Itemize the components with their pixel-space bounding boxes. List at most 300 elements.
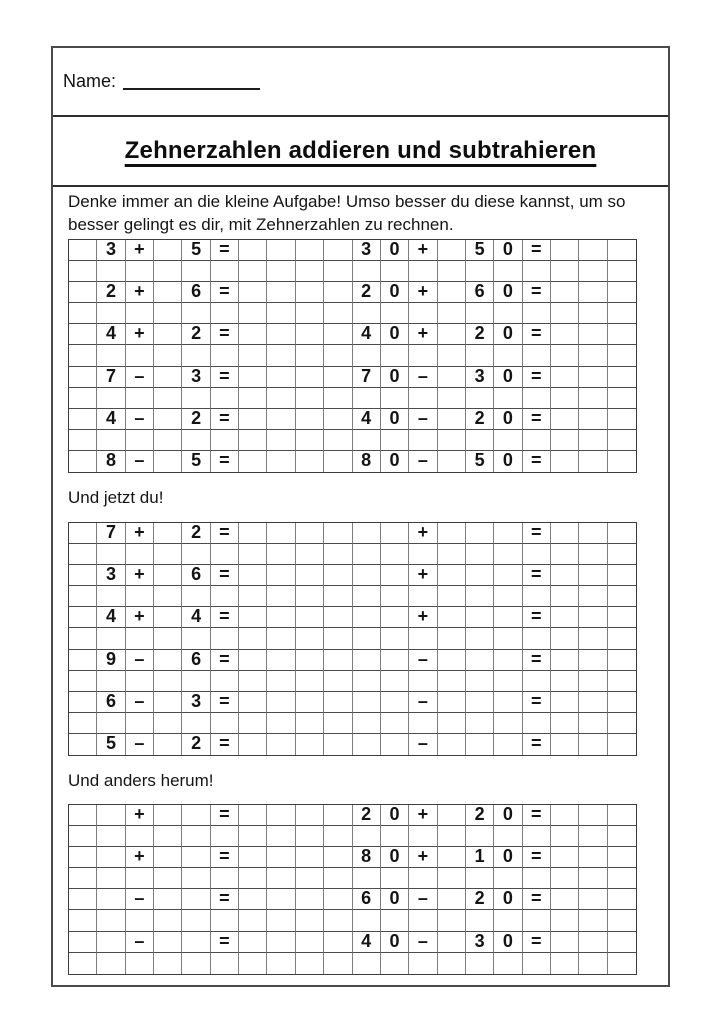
grid-cell-empty: [381, 565, 409, 586]
grid-cell-empty: [154, 868, 182, 889]
grid-cell-empty: [353, 523, 381, 544]
grid-cell-empty: [381, 628, 409, 649]
grid-cell-empty: [438, 805, 466, 826]
instruction-line-2: besser gelingt es dir, mit Zehnerzahlen zu rechnen.: [68, 215, 454, 234]
grid-cell-empty: [353, 544, 381, 565]
grid-cell-empty: [97, 713, 125, 734]
grid-cell-empty: [608, 345, 636, 366]
grid-cell-empty: [353, 910, 381, 931]
grid-cell-value: 6: [97, 692, 125, 713]
grid-cell-empty: [69, 586, 97, 607]
grid-cell-empty: [608, 586, 636, 607]
grid-cell-empty: [551, 282, 579, 303]
grid-cell-value: 4: [353, 324, 381, 345]
grid-cell-empty: [267, 586, 295, 607]
grid-cell-empty: [182, 628, 210, 649]
grid-cell-empty: [324, 240, 352, 261]
grid-cell-empty: [154, 847, 182, 868]
grid-cell-empty: [551, 628, 579, 649]
grid-cell-empty: [438, 734, 466, 755]
grid-cell-empty: [267, 692, 295, 713]
grid-cell-empty: [466, 345, 494, 366]
grid-cell-empty: [438, 523, 466, 544]
grid-cell-empty: [409, 826, 437, 847]
grid-cell-empty: [182, 430, 210, 451]
grid-cell-value: +: [409, 565, 437, 586]
grid-cell-empty: [353, 628, 381, 649]
grid-cell-empty: [97, 628, 125, 649]
grid-cell-empty: [69, 889, 97, 910]
grid-cell-value: –: [409, 409, 437, 430]
grid-cell-value: 2: [182, 324, 210, 345]
grid-cell-empty: [182, 303, 210, 324]
grid-cell-value: 7: [353, 367, 381, 388]
grid-cell-empty: [296, 565, 324, 586]
grid-cell-value: +: [126, 324, 154, 345]
grid-cell-empty: [438, 910, 466, 931]
grid-cell-empty: [296, 240, 324, 261]
grid-cell-value: +: [409, 847, 437, 868]
grid-cell-empty: [97, 671, 125, 692]
grid-cell-empty: [409, 544, 437, 565]
grid-cell-empty: [438, 847, 466, 868]
grid-cell-empty: [353, 388, 381, 409]
grid-cell-value: 8: [353, 847, 381, 868]
grid-cell-empty: [239, 847, 267, 868]
grid-cell-empty: [579, 734, 607, 755]
grid-cell-empty: [381, 826, 409, 847]
grid-cell-empty: [211, 671, 239, 692]
grid-cell-empty: [239, 932, 267, 953]
grid-cell-empty: [608, 953, 636, 974]
grid-cell-empty: [409, 345, 437, 366]
grid-cell-value: 0: [494, 889, 522, 910]
grid-cell-empty: [523, 671, 551, 692]
grid-cell-empty: [579, 868, 607, 889]
grid-cell-empty: [409, 261, 437, 282]
grid-cell-empty: [154, 713, 182, 734]
grid-cell-value: –: [126, 650, 154, 671]
grid-cell-empty: [69, 303, 97, 324]
grid-cell-value: 0: [381, 409, 409, 430]
grid-cell-empty: [438, 889, 466, 910]
grid-cell-empty: [608, 324, 636, 345]
grid-cell-empty: [523, 826, 551, 847]
grid-cell-empty: [324, 282, 352, 303]
grid-cell-empty: [381, 650, 409, 671]
grid-cell-value: =: [211, 409, 239, 430]
grid-cell-empty: [296, 953, 324, 974]
grid-cell-empty: [324, 650, 352, 671]
grid-cell-empty: [239, 282, 267, 303]
grid-cell-empty: [353, 713, 381, 734]
grid-cell-empty: [97, 868, 125, 889]
grid-cell-empty: [579, 889, 607, 910]
grid-cell-empty: [324, 671, 352, 692]
grid-cell-empty: [381, 261, 409, 282]
grid-cell-value: =: [523, 451, 551, 472]
grid-cell-value: =: [211, 523, 239, 544]
grid-cell-empty: [267, 910, 295, 931]
grid-cell-empty: [154, 692, 182, 713]
grid-cell-empty: [239, 261, 267, 282]
grid-cell-empty: [154, 409, 182, 430]
grid-cell-empty: [154, 324, 182, 345]
grid-cell-value: =: [211, 367, 239, 388]
grid-cell-empty: [324, 734, 352, 755]
grid-cell-empty: [154, 671, 182, 692]
grid-cell-empty: [324, 388, 352, 409]
grid-cell-value: =: [523, 409, 551, 430]
grid-cell-empty: [324, 607, 352, 628]
grid-cell-empty: [182, 953, 210, 974]
section-label-practice: Und jetzt du!: [68, 488, 164, 507]
grid-cell-empty: [69, 734, 97, 755]
grid-cell-empty: [523, 586, 551, 607]
grid-cell-empty: [324, 868, 352, 889]
grid-cell-empty: [409, 628, 437, 649]
grid-cell-empty: [381, 430, 409, 451]
grid-cell-empty: [97, 430, 125, 451]
grid-cell-value: 0: [381, 847, 409, 868]
grid-cell-empty: [466, 713, 494, 734]
grid-cell-empty: [466, 650, 494, 671]
grid-cell-empty: [608, 451, 636, 472]
grid-cell-value: 0: [494, 324, 522, 345]
grid-cell-empty: [267, 889, 295, 910]
grid-cell-empty: [296, 713, 324, 734]
grid-cell-empty: [296, 586, 324, 607]
grid-cell-empty: [494, 650, 522, 671]
grid-cell-empty: [296, 650, 324, 671]
grid-cell-empty: [154, 628, 182, 649]
grid-cell-value: =: [523, 607, 551, 628]
grid-cell-value: 1: [466, 847, 494, 868]
grid-cell-empty: [267, 565, 295, 586]
grid-cell-value: =: [523, 523, 551, 544]
grid-cell-value: 3: [353, 240, 381, 261]
grid-cell-empty: [154, 430, 182, 451]
grid-cell-empty: [154, 451, 182, 472]
grid-cell-value: –: [409, 692, 437, 713]
grid-cell-empty: [69, 953, 97, 974]
grid-cell-empty: [551, 847, 579, 868]
grid-cell-empty: [438, 932, 466, 953]
grid-cell-empty: [182, 261, 210, 282]
grid-cell-empty: [523, 910, 551, 931]
grid-cell-value: 2: [466, 409, 494, 430]
grid-cell-value: 0: [494, 847, 522, 868]
grid-cell-empty: [579, 388, 607, 409]
grid-cell-empty: [239, 671, 267, 692]
instruction-text: [68, 190, 653, 236]
grid-cell-value: –: [126, 409, 154, 430]
grid-cell-empty: [267, 240, 295, 261]
grid-cell-empty: [126, 388, 154, 409]
grid-cell-empty: [409, 303, 437, 324]
grid-cell-empty: [381, 544, 409, 565]
grid-cell-value: 4: [97, 409, 125, 430]
grid-cell-empty: [97, 953, 125, 974]
grid-cell-empty: [296, 910, 324, 931]
grid-cell-empty: [296, 324, 324, 345]
grid-cell-value: +: [409, 805, 437, 826]
grid-cell-empty: [608, 523, 636, 544]
grid-cell-empty: [97, 932, 125, 953]
grid-cell-value: 2: [182, 734, 210, 755]
grid-cell-empty: [324, 345, 352, 366]
grid-cell-empty: [296, 607, 324, 628]
grid-cell-empty: [551, 868, 579, 889]
grid-cell-empty: [608, 628, 636, 649]
grid-cell-value: =: [523, 282, 551, 303]
grid-cell-value: =: [211, 847, 239, 868]
grid-cell-value: =: [211, 240, 239, 261]
grid-cell-empty: [324, 586, 352, 607]
grid-cell-empty: [608, 388, 636, 409]
grid-cell-empty: [579, 240, 607, 261]
grid-cell-value: =: [211, 805, 239, 826]
grid-cell-empty: [409, 953, 437, 974]
grid-cell-empty: [353, 607, 381, 628]
grid-cell-empty: [551, 953, 579, 974]
grid-cell-empty: [551, 734, 579, 755]
grid-cell-value: =: [523, 367, 551, 388]
grid-cell-empty: [438, 367, 466, 388]
grid-cell-empty: [494, 523, 522, 544]
grid-cell-value: 6: [182, 282, 210, 303]
grid-cell-empty: [494, 430, 522, 451]
grid-cell-empty: [579, 409, 607, 430]
instruction-line-1: Denke immer an die kleine Aufgabe! Umso besser du diese kannst, um so: [68, 192, 626, 211]
grid-cell-empty: [494, 544, 522, 565]
grid-cell-empty: [239, 910, 267, 931]
grid-cell-value: –: [409, 734, 437, 755]
grid-cell-empty: [211, 388, 239, 409]
grid-cell-empty: [353, 586, 381, 607]
grid-cell-empty: [579, 303, 607, 324]
grid-cell-empty: [69, 565, 97, 586]
grid-cell-value: 4: [353, 409, 381, 430]
grid-cell-empty: [438, 953, 466, 974]
grid-cell-empty: [182, 889, 210, 910]
grid-cell-empty: [182, 586, 210, 607]
grid-cell-empty: [324, 409, 352, 430]
grid-cell-empty: [353, 692, 381, 713]
grid-cell-empty: [466, 607, 494, 628]
grid-cell-value: 4: [353, 932, 381, 953]
grid-cell-empty: [438, 240, 466, 261]
grid-cell-value: 0: [494, 932, 522, 953]
grid-cell-value: –: [409, 367, 437, 388]
practice-problem-grid: [68, 522, 637, 756]
grid-cell-empty: [126, 868, 154, 889]
grid-cell-value: –: [126, 367, 154, 388]
grid-cell-value: 2: [182, 523, 210, 544]
grid-cell-value: =: [523, 734, 551, 755]
grid-cell-empty: [211, 953, 239, 974]
grid-cell-empty: [211, 868, 239, 889]
grid-cell-empty: [69, 544, 97, 565]
grid-cell-empty: [579, 910, 607, 931]
grid-cell-empty: [608, 544, 636, 565]
grid-cell-empty: [466, 953, 494, 974]
grid-cell-value: 0: [494, 282, 522, 303]
grid-cell-empty: [69, 650, 97, 671]
grid-cell-empty: [409, 586, 437, 607]
grid-cell-empty: [154, 367, 182, 388]
grid-cell-empty: [438, 544, 466, 565]
grid-cell-empty: [466, 692, 494, 713]
grid-cell-empty: [608, 713, 636, 734]
reverse-problem-grid: [68, 804, 637, 975]
grid-cell-empty: [182, 805, 210, 826]
grid-cell-empty: [579, 430, 607, 451]
grid-cell-value: =: [211, 932, 239, 953]
grid-cell-empty: [126, 826, 154, 847]
grid-cell-empty: [353, 303, 381, 324]
grid-cell-empty: [324, 565, 352, 586]
grid-cell-empty: [523, 713, 551, 734]
grid-cell-empty: [551, 303, 579, 324]
grid-cell-empty: [69, 388, 97, 409]
grid-cell-empty: [267, 345, 295, 366]
grid-cell-value: 4: [97, 324, 125, 345]
grid-cell-value: 4: [182, 607, 210, 628]
grid-cell-empty: [608, 565, 636, 586]
grid-cell-empty: [551, 544, 579, 565]
grid-cell-empty: [353, 345, 381, 366]
grid-cell-empty: [154, 910, 182, 931]
grid-cell-empty: [608, 692, 636, 713]
grid-cell-empty: [579, 367, 607, 388]
grid-cell-empty: [126, 910, 154, 931]
grid-cell-empty: [211, 586, 239, 607]
grid-cell-empty: [353, 565, 381, 586]
grid-cell-empty: [267, 324, 295, 345]
grid-cell-empty: [494, 303, 522, 324]
grid-cell-empty: [69, 826, 97, 847]
grid-cell-value: =: [523, 240, 551, 261]
grid-cell-empty: [608, 805, 636, 826]
grid-cell-empty: [438, 826, 466, 847]
grid-cell-value: =: [211, 650, 239, 671]
grid-cell-empty: [267, 671, 295, 692]
grid-cell-empty: [608, 671, 636, 692]
grid-cell-empty: [126, 953, 154, 974]
grid-cell-empty: [154, 889, 182, 910]
grid-cell-value: +: [126, 523, 154, 544]
grid-cell-empty: [579, 713, 607, 734]
grid-cell-empty: [267, 628, 295, 649]
grid-cell-empty: [296, 345, 324, 366]
grid-cell-value: =: [523, 847, 551, 868]
grid-cell-value: 5: [466, 451, 494, 472]
grid-cell-value: +: [126, 847, 154, 868]
grid-cell-value: 7: [97, 367, 125, 388]
grid-cell-value: +: [409, 523, 437, 544]
grid-cell-empty: [494, 671, 522, 692]
grid-cell-empty: [267, 953, 295, 974]
grid-cell-empty: [154, 805, 182, 826]
grid-cell-empty: [154, 607, 182, 628]
grid-cell-empty: [466, 303, 494, 324]
grid-cell-empty: [551, 240, 579, 261]
grid-cell-empty: [154, 932, 182, 953]
grid-cell-empty: [523, 953, 551, 974]
grid-cell-empty: [523, 388, 551, 409]
grid-cell-empty: [126, 586, 154, 607]
grid-cell-value: 3: [97, 565, 125, 586]
grid-cell-value: =: [211, 889, 239, 910]
grid-cell-empty: [296, 671, 324, 692]
grid-cell-empty: [551, 805, 579, 826]
grid-cell-empty: [438, 345, 466, 366]
grid-cell-empty: [494, 607, 522, 628]
grid-cell-empty: [353, 826, 381, 847]
grid-cell-value: 6: [353, 889, 381, 910]
grid-cell-value: –: [409, 889, 437, 910]
grid-cell-empty: [324, 805, 352, 826]
grid-cell-empty: [608, 910, 636, 931]
grid-cell-empty: [381, 523, 409, 544]
grid-cell-empty: [324, 692, 352, 713]
grid-cell-empty: [97, 586, 125, 607]
grid-cell-value: 2: [182, 409, 210, 430]
grid-cell-empty: [579, 565, 607, 586]
grid-cell-empty: [182, 345, 210, 366]
grid-cell-empty: [381, 910, 409, 931]
grid-cell-empty: [324, 451, 352, 472]
grid-cell-empty: [267, 734, 295, 755]
grid-cell-empty: [324, 303, 352, 324]
grid-cell-value: 9: [97, 650, 125, 671]
grid-cell-value: 6: [182, 650, 210, 671]
grid-cell-empty: [239, 430, 267, 451]
grid-cell-empty: [409, 388, 437, 409]
grid-cell-empty: [97, 826, 125, 847]
grid-cell-empty: [211, 345, 239, 366]
grid-cell-empty: [466, 261, 494, 282]
grid-cell-empty: [438, 565, 466, 586]
grid-cell-empty: [579, 805, 607, 826]
grid-cell-empty: [551, 826, 579, 847]
grid-cell-empty: [466, 586, 494, 607]
grid-cell-empty: [154, 734, 182, 755]
grid-cell-value: 3: [97, 240, 125, 261]
grid-cell-value: –: [409, 650, 437, 671]
grid-cell-value: +: [126, 282, 154, 303]
grid-cell-empty: [182, 932, 210, 953]
grid-cell-empty: [267, 805, 295, 826]
grid-cell-empty: [154, 388, 182, 409]
grid-cell-empty: [466, 826, 494, 847]
grid-cell-empty: [579, 692, 607, 713]
grid-cell-value: –: [126, 932, 154, 953]
grid-cell-empty: [579, 261, 607, 282]
grid-cell-empty: [438, 586, 466, 607]
grid-cell-value: +: [126, 565, 154, 586]
grid-cell-empty: [579, 523, 607, 544]
grid-cell-empty: [353, 261, 381, 282]
grid-cell-empty: [438, 261, 466, 282]
grid-cell-empty: [296, 847, 324, 868]
grid-cell-empty: [97, 847, 125, 868]
grid-cell-empty: [551, 607, 579, 628]
grid-cell-empty: [608, 868, 636, 889]
grid-cell-empty: [267, 451, 295, 472]
grid-cell-value: 0: [381, 367, 409, 388]
